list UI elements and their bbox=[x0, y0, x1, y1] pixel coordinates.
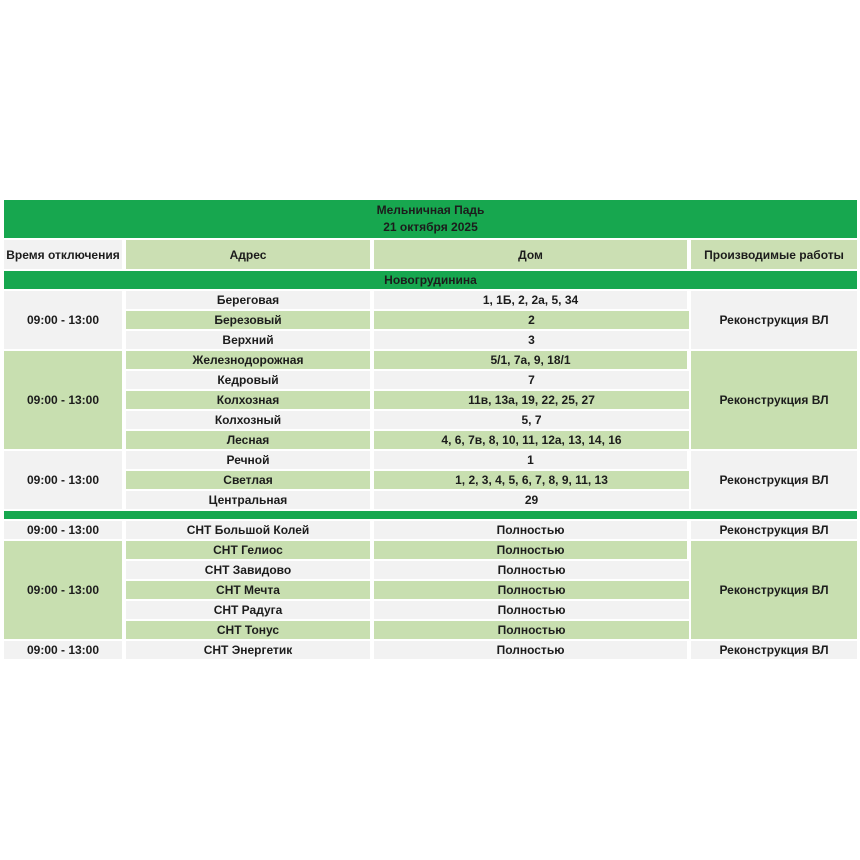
column-header-house: Дом bbox=[372, 239, 689, 270]
address-cell: Речной bbox=[124, 450, 372, 470]
address-cell: Береговая bbox=[124, 290, 372, 310]
time-cell: 09:00 - 13:00 bbox=[4, 540, 124, 640]
address-cell: Березовый bbox=[124, 310, 372, 330]
table-row bbox=[4, 290, 857, 310]
address-cell: СНТ Большой Колей bbox=[124, 520, 372, 540]
time-cell: 09:00 - 13:00 bbox=[4, 640, 124, 660]
house-cell: Полностью bbox=[372, 520, 689, 540]
table-title-location: Мельничная Падь bbox=[376, 203, 485, 217]
address-cell: СНТ Энергетик bbox=[124, 640, 372, 660]
house-cell: 29 bbox=[372, 490, 689, 510]
address-cell: СНТ Радуга bbox=[124, 600, 372, 620]
house-cell: Полностью bbox=[372, 620, 689, 640]
address-cell: СНТ Мечта bbox=[124, 580, 372, 600]
house-cell: 4, 6, 7в, 8, 10, 11, 12а, 13, 14, 16 bbox=[372, 430, 689, 450]
house-cell: 11в, 13а, 19, 22, 25, 27 bbox=[372, 390, 689, 410]
house-cell: 1, 2, 3, 4, 5, 6, 7, 8, 9, 11, 13 bbox=[372, 470, 689, 490]
works-cell: Реконструкция ВЛ bbox=[689, 520, 857, 540]
house-cell: 1 bbox=[372, 450, 689, 470]
house-cell: 2 bbox=[372, 310, 689, 330]
column-header-row bbox=[4, 239, 857, 270]
works-cell: Реконструкция ВЛ bbox=[689, 290, 857, 350]
address-cell: Светлая bbox=[124, 470, 372, 490]
works-cell: Реконструкция ВЛ bbox=[689, 540, 857, 640]
works-cell: Реконструкция ВЛ bbox=[689, 450, 857, 510]
title-row bbox=[4, 200, 857, 239]
house-cell: 3 bbox=[372, 330, 689, 350]
house-cell: Полностью bbox=[372, 640, 689, 660]
house-cell: Полностью bbox=[372, 600, 689, 620]
house-cell: 7 bbox=[372, 370, 689, 390]
table-row bbox=[4, 450, 857, 470]
house-cell: Полностью bbox=[372, 540, 689, 560]
house-cell: 5/1, 7а, 9, 18/1 bbox=[372, 350, 689, 370]
table-title-date: 21 октября 2025 bbox=[383, 220, 478, 234]
section-divider-row bbox=[4, 510, 857, 520]
address-cell: Кедровый bbox=[124, 370, 372, 390]
address-cell: СНТ Гелиос bbox=[124, 540, 372, 560]
section-header-row bbox=[4, 270, 857, 290]
address-cell: СНТ Тонус bbox=[124, 620, 372, 640]
address-cell: Колхозная bbox=[124, 390, 372, 410]
address-cell: Колхозный bbox=[124, 410, 372, 430]
column-header-time: Время отключения bbox=[4, 239, 124, 270]
time-cell: 09:00 - 13:00 bbox=[4, 350, 124, 450]
column-header-works: Производимые работы bbox=[689, 239, 857, 270]
works-cell: Реконструкция ВЛ bbox=[689, 640, 857, 660]
time-cell: 09:00 - 13:00 bbox=[4, 520, 124, 540]
time-cell: 09:00 - 13:00 bbox=[4, 290, 124, 350]
address-cell: Центральная bbox=[124, 490, 372, 510]
table-row bbox=[4, 520, 857, 540]
section-header-novogrudinina: Новогрудинина bbox=[4, 270, 857, 290]
works-cell: Реконструкция ВЛ bbox=[689, 350, 857, 450]
column-header-address: Адрес bbox=[124, 239, 372, 270]
address-cell: Лесная bbox=[124, 430, 372, 450]
house-cell: 5, 7 bbox=[372, 410, 689, 430]
table-title bbox=[4, 200, 857, 239]
table-row bbox=[4, 640, 857, 660]
house-cell: Полностью bbox=[372, 560, 689, 580]
address-cell: Верхний bbox=[124, 330, 372, 350]
table-row bbox=[4, 540, 857, 560]
section-divider bbox=[4, 510, 857, 520]
address-cell: Железнодорожная bbox=[124, 350, 372, 370]
address-cell: СНТ Завидово bbox=[124, 560, 372, 580]
time-cell: 09:00 - 13:00 bbox=[4, 450, 124, 510]
house-cell: Полностью bbox=[372, 580, 689, 600]
outage-schedule-table bbox=[4, 200, 857, 661]
house-cell: 1, 1Б, 2, 2а, 5, 34 bbox=[372, 290, 689, 310]
table-row bbox=[4, 350, 857, 370]
